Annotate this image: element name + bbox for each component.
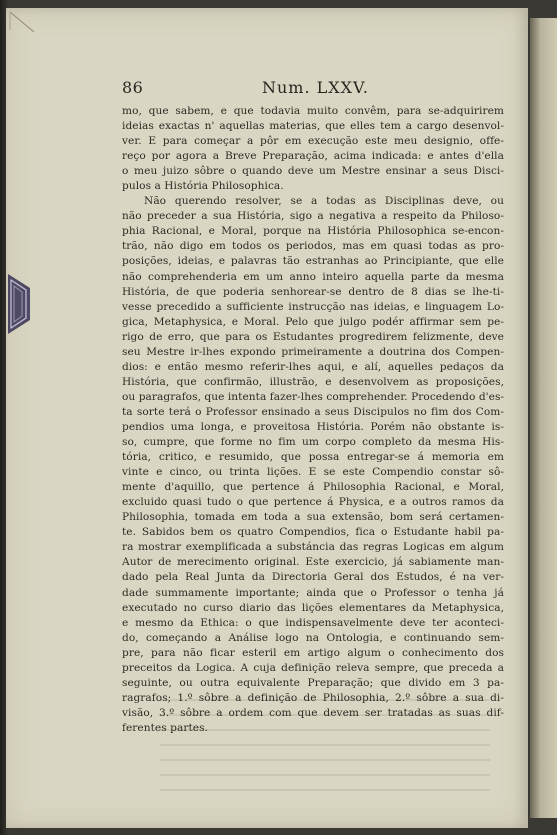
- binding-stitch-mark: [8, 268, 44, 340]
- corner-fold-mark: [8, 10, 36, 34]
- text-line: ferentes partes.: [122, 721, 208, 734]
- adjacent-page-edge: [530, 18, 557, 818]
- text-line: so, cumpre, que forme no fim um corpo completo da mesma His-: [122, 436, 504, 449]
- text-line: te. Sabidos bem os quatro Compendios, fica o Estudante habil pa-: [122, 526, 504, 539]
- show-through-ink: [160, 690, 490, 800]
- text-line: do, começando a Análise logo na Ontologia, e continuando sem-: [122, 631, 504, 644]
- text-line: História, de que poderia senhorear-se dentro de 8 dias se lhe-ti-: [122, 285, 504, 298]
- text-line: mente d'aquillo, que pertence á Philosophia Racional, e Moral,: [122, 481, 504, 494]
- text-line: trão, não digo em todos os periodos, mas em quasi todas as pro-: [122, 240, 504, 253]
- text-line: visão, 3.º sôbre a ordem com que devem ser tratadas as suas dif-: [122, 706, 504, 719]
- body-text: [122, 104, 504, 736]
- text-line: História, que confirmão, illustrão, e desenvolvem as proposições,: [122, 375, 504, 388]
- text-line: ta sorte terá o Professor ensinado a seus Discipulos no fim dos Com-: [122, 405, 504, 418]
- text-line: pendios uma longa, e proveitosa História. Porém não obstante is-: [122, 420, 504, 433]
- text-line: o meu juizo sôbre o quando deve um Mestre ensinar a seus Disci-: [122, 165, 504, 178]
- text-line: pre, para não ficar esteril em artigo algum o conhecimento dos: [122, 646, 504, 659]
- text-line: dade summamente importante; ainda que o Professor o tenha já: [122, 586, 504, 599]
- text-line: posições, ideias, e palavras tão estranhas ao Principiante, que elle: [122, 255, 504, 268]
- text-line: seguinte, ou outra equivalente Preparação; que divido em 3 pa-: [122, 676, 504, 689]
- text-line: phia Racional, e Moral, porque na História Philosophica se-encon-: [122, 225, 504, 238]
- text-line: Philosophia, tomada em toda a sua extensão, bom será certamen-: [122, 511, 504, 524]
- text-line: dios: e então mesmo referir-lhes aqui, e alí, aquelles pedaços da: [122, 360, 504, 373]
- text-line: pulos a História Philosophica.: [122, 180, 284, 193]
- text-line: executado no curso diario das lições elementares da Metaphysica,: [122, 601, 504, 614]
- text-line: mo, que sabem, e que todavia muito convêm, para se-adquirirem: [122, 105, 504, 117]
- text-line: preceitos da Logica. A cuja definição releva sempre, que preceda a: [122, 661, 504, 674]
- text-line: vinte e cinco, ou trinta lições. E se este Compendio constar sô-: [122, 466, 504, 479]
- text-line: excluido quasi tudo o que pertence á Physica, e a outros ramos da: [122, 496, 504, 509]
- text-line: rigo de erro, que para os Estudantes progredirem felizmente, deve: [122, 330, 504, 343]
- text-line: e mesmo da Ethica: o que indispensavelmente deve ter aconteci-: [122, 616, 504, 629]
- text-line: Não querendo resolver, se a todas as Disciplinas deve, ou: [144, 195, 504, 208]
- text-line: gica, Metaphysica, e Moral. Pelo que julgo podér affirmar sem pe-: [122, 315, 504, 328]
- page-header: [122, 78, 376, 100]
- text-line: ver. E para começar a pôr em execução este meu designio, offe-: [122, 135, 504, 148]
- text-line: dado pela Real Junta da Directoria Geral dos Estudos, é na ver-: [122, 571, 504, 584]
- text-line: não preceder a sua História, sigo a negativa a respeito da Philoso-: [122, 210, 504, 223]
- text-line: ou paragrafos, que intenta fazer-lhes comprehender. Procedendo d'es-: [122, 390, 504, 403]
- text-line: seu Mestre ir-lhes expondo primeiramente a doutrina dos Compen-: [122, 345, 504, 358]
- text-line: tória, critico, e resumido, que possa entregar-se á memoria em: [122, 451, 504, 464]
- text-line: ra mostrar exemplificada a substáncia das regras Logicas em algum: [122, 541, 504, 554]
- text-line: reço por agora a Breve Preparação, acima indicada: e antes d'ella: [122, 150, 504, 163]
- running-title: Num. LXXV.: [262, 78, 369, 97]
- text-line: vesse precedido a sufficiente instrucção nas ideias, e linguagem Lo-: [122, 300, 504, 313]
- text-line: não comprehenderia em um anno inteiro aquella parte da mesma: [122, 270, 504, 283]
- text-line: ideias exactas n' aquellas materias, que elles tem a cargo desenvol-: [122, 120, 504, 133]
- text-line: Autor de merecimento original. Este exercicio, já sabiamente man-: [122, 556, 504, 569]
- page-number: 86: [122, 78, 144, 97]
- text-line: ragrafos; 1.º sôbre a definição de Philosophia, 2.º sôbre a sua di-: [122, 691, 504, 704]
